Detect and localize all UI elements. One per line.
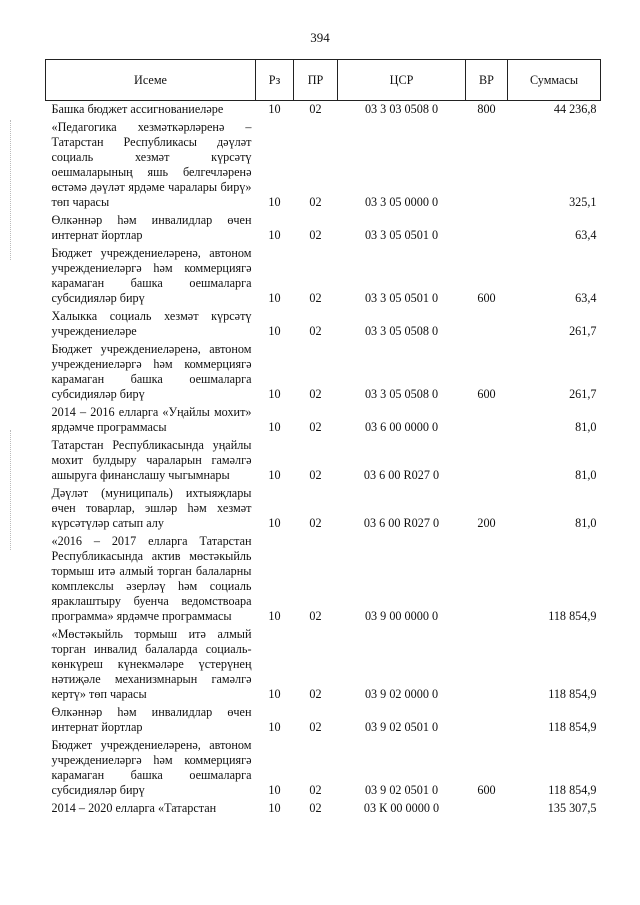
header-sum: Суммасы <box>508 60 601 101</box>
cell-rz: 10 <box>268 324 281 338</box>
cell-vr: 600 <box>477 783 496 797</box>
cell-name: Бюджет учреждениеләренә, автоном учреждениеләргә һәм коммерциягә карамаган башка оешмаларга субсидияләр бирү <box>51 342 252 401</box>
cell-name: Бюджет учреждениеләренә, автоном учреждениеләргә һәм коммерциягә карамаган башка оешмаларга субсидияләр бирү <box>51 738 252 797</box>
cell-csr: 03 6 00 0000 0 <box>364 420 439 434</box>
table-row <box>46 210 601 243</box>
cell-csr: 03 9 02 0501 0 <box>364 783 439 797</box>
header-pr: ПР <box>294 60 338 101</box>
cell-csr: 03 3 05 0501 0 <box>364 228 439 242</box>
cell-vr <box>466 306 508 339</box>
cell-pr: 02 <box>309 420 322 434</box>
table-row <box>46 798 601 816</box>
cell-csr: 03 6 00 R027 0 <box>363 516 440 530</box>
cell-rz: 10 <box>268 291 281 305</box>
table-row <box>46 339 601 402</box>
header-csr: ЦСР <box>338 60 466 101</box>
table-header <box>46 60 601 101</box>
cell-csr: 03 К 00 0000 0 <box>363 801 440 815</box>
cell-vr: 600 <box>477 291 496 305</box>
table-row <box>46 101 601 118</box>
cell-pr: 02 <box>309 228 322 242</box>
cell-csr: 03 3 05 0508 0 <box>364 324 439 338</box>
cell-sum: 81,0 <box>575 468 597 482</box>
cell-vr: 200 <box>477 516 496 530</box>
table-row <box>46 702 601 735</box>
table-row <box>46 117 601 210</box>
table-row <box>46 624 601 702</box>
cell-vr <box>466 531 508 624</box>
cell-rz: 10 <box>268 687 281 701</box>
cell-pr: 02 <box>309 516 322 530</box>
cell-vr <box>466 702 508 735</box>
cell-rz: 10 <box>268 801 281 815</box>
header-vr: ВР <box>466 60 508 101</box>
cell-pr: 02 <box>309 468 322 482</box>
margin-dots <box>10 120 12 260</box>
cell-pr: 02 <box>309 102 322 116</box>
table-row <box>46 402 601 435</box>
cell-sum: 261,7 <box>569 387 597 401</box>
table-row <box>46 531 601 624</box>
cell-rz: 10 <box>268 195 281 209</box>
cell-pr: 02 <box>309 609 322 623</box>
cell-sum: 44 236,8 <box>553 102 597 116</box>
cell-csr: 03 9 02 0000 0 <box>364 687 439 701</box>
cell-vr: 800 <box>477 102 496 116</box>
cell-pr: 02 <box>309 291 322 305</box>
cell-pr: 02 <box>309 687 322 701</box>
header-name: Исеме <box>46 60 256 101</box>
cell-csr: 03 9 00 0000 0 <box>364 609 439 623</box>
cell-sum: 81,0 <box>575 420 597 434</box>
cell-vr <box>466 210 508 243</box>
cell-sum: 325,1 <box>569 195 597 209</box>
cell-vr: 600 <box>477 387 496 401</box>
cell-pr: 02 <box>309 720 322 734</box>
cell-sum: 118 854,9 <box>548 609 597 623</box>
budget-table <box>45 59 601 816</box>
table-row <box>46 306 601 339</box>
cell-csr: 03 3 03 0508 0 <box>364 102 439 116</box>
table-row <box>46 483 601 531</box>
cell-sum: 118 854,9 <box>548 720 597 734</box>
table-row <box>46 735 601 798</box>
cell-name: Халыкка социаль хезмәт күрсәтү учреждениеләре <box>51 309 252 338</box>
cell-name: 2014 – 2016 елларга «Уңайлы мохит» ярдәмче программасы <box>51 405 252 434</box>
cell-name: Татарстан Республикасында уңайлы мохит булдыру чараларын гамәлгә ашыруга финанслашу чыгымнары <box>51 438 252 482</box>
cell-sum: 81,0 <box>575 516 597 530</box>
cell-rz: 10 <box>268 387 281 401</box>
cell-csr: 03 6 00 R027 0 <box>363 468 440 482</box>
page-number: 394 <box>310 30 330 45</box>
cell-rz: 10 <box>268 720 281 734</box>
cell-vr <box>466 624 508 702</box>
cell-vr <box>466 435 508 483</box>
cell-name: «2016 – 2017 елларга Татарстан Республикасында актив мөстәкыйль тормыш итә алмый торган балаларны комплекслы әзерләү һәм социаль яраклаштыру буенча ведомствоара программа» ярдәмче программасы <box>51 534 252 623</box>
cell-csr: 03 3 05 0000 0 <box>364 195 439 209</box>
cell-rz: 10 <box>268 609 281 623</box>
table-row <box>46 243 601 306</box>
cell-sum: 63,4 <box>575 228 597 242</box>
cell-csr: 03 3 05 0501 0 <box>364 291 439 305</box>
cell-name: Өлкәннәр һәм инвалидлар өчен интернат йортлар <box>51 213 252 242</box>
cell-pr: 02 <box>309 324 322 338</box>
cell-rz: 10 <box>268 102 281 116</box>
cell-vr <box>466 798 508 816</box>
cell-name: Бюджет учреждениеләренә, автоном учреждениеләргә һәм коммерциягә карамаган башка оешмаларга субсидияләр бирү <box>51 246 252 305</box>
cell-rz: 10 <box>268 516 281 530</box>
cell-name: Өлкәннәр һәм инвалидлар өчен интернат йортлар <box>51 705 252 734</box>
cell-rz: 10 <box>268 783 281 797</box>
cell-rz: 10 <box>268 468 281 482</box>
cell-csr: 03 9 02 0501 0 <box>364 720 439 734</box>
cell-pr: 02 <box>309 801 322 815</box>
cell-name: Дәүләт (муниципаль) ихтыяҗлары өчен товарлар, эшләр һәм хезмәт күрсәтүләр сатып алу <box>51 486 252 530</box>
cell-name: «Мөстәкыйль тормыш итә алмый торган инвалид балаларда социаль-көнкүреш күнекмәләре үстерүнең нәтиҗәле механизмнарын гамәлгә кертү» төп чарасы <box>51 627 252 701</box>
cell-sum: 261,7 <box>569 324 597 338</box>
cell-vr <box>466 402 508 435</box>
cell-name: Башка бюджет ассигнованиеләре <box>51 102 224 116</box>
cell-name: 2014 – 2020 елларга «Татарстан <box>51 801 217 815</box>
margin-dots <box>10 430 12 550</box>
cell-sum: 135 307,5 <box>547 801 597 815</box>
cell-csr: 03 3 05 0508 0 <box>364 387 439 401</box>
cell-sum: 63,4 <box>575 291 597 305</box>
cell-rz: 10 <box>268 228 281 242</box>
cell-sum: 118 854,9 <box>548 783 597 797</box>
cell-vr <box>466 117 508 210</box>
cell-pr: 02 <box>309 387 322 401</box>
cell-name: «Педагогика хезмәткәрләренә – Татарстан Республикасы дәүләт социаль хезмәт күрсәтү оешмаларының яшь белгечләренә өстәмә дәүләт ярдәме чаралары бирү» төп чарасы <box>51 120 252 209</box>
cell-pr: 02 <box>309 195 322 209</box>
header-rz: Рз <box>256 60 294 101</box>
cell-rz: 10 <box>268 420 281 434</box>
cell-sum: 118 854,9 <box>548 687 597 701</box>
cell-pr: 02 <box>309 783 322 797</box>
table-row <box>46 435 601 483</box>
